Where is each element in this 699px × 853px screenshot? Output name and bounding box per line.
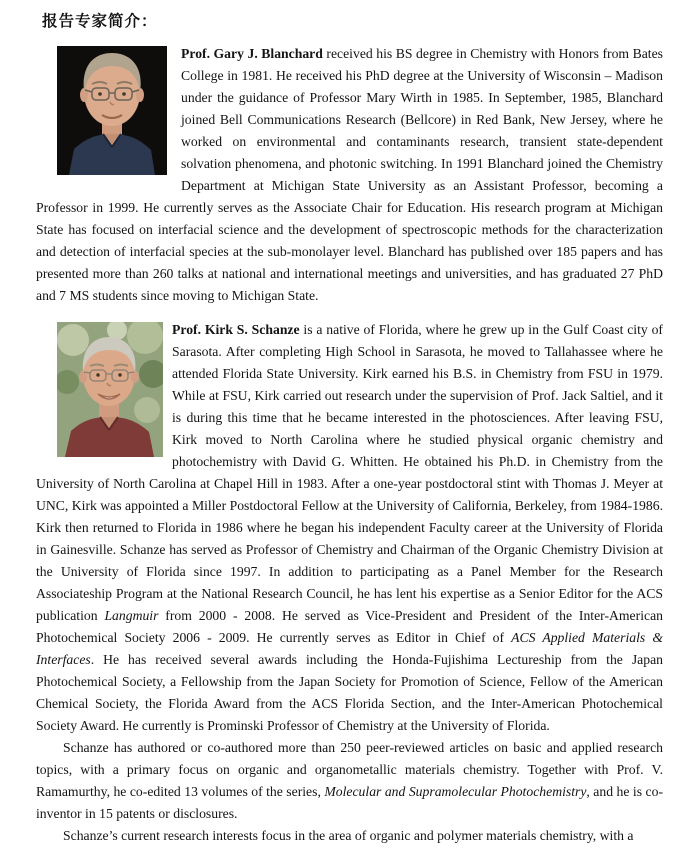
- blanchard-bio-paragraph: [36, 43, 663, 307]
- blanchard-bio-text: Prof. Gary J. Blanchard received his BS degree in Chemistry with Honors from Bates College in 1981. He received his PhD degree at the University of Wisconsin – Madison under the guidance of Professor Mary Wirth in 1985. In September, 1985, Blanchard joined Bell Communications Research (Bellcore) in Red Bank, New Jersey, where he worked on environmental and contaminants research, transient state-dependent solvation phenomena, and photonic switching. In 1991 Blanchard joined the Chemistry Department at Michigan State University as an Assistant Professor, becoming a Professor in 1999. He currently serves as the Associate Chair for Education. His research program at Michigan State has focused on interfacial science and the development of spectroscopic methods for the characterization and detection of interfacial species at the sub-monolayer level. Blanchard has published over 185 papers and has presented more than 260 talks at national and international meetings and universities, and has graduated 27 PhD and 7 MS students since moving to Michigan State.: [36, 46, 663, 303]
- schanze-photo: [57, 322, 163, 457]
- page-title: 报告专家简介：: [42, 13, 158, 30]
- bio-section-schanze: [0, 319, 699, 737]
- blanchard-photo: [57, 46, 167, 175]
- schanze-publications-paragraph: Schanze has authored or co-authored more than 250 peer-reviewed articles on basic and applied research topics, with a primary focus on organic and organometallic materials chemistry. Together with Prof. V. Ramamurthy, he co-edited 13 volumes of the series, Molecular and Supramolecular Photochemistry, and he is co-inventor in 15 patents or disclosures.: [36, 740, 663, 821]
- bio-section-blanchard: [0, 43, 699, 307]
- schanze-research-paragraph: Schanze’s current research interests focus in the area of organic and polymer materials chemistry, with a: [63, 828, 634, 843]
- schanze-bio-paragraph: [36, 319, 663, 737]
- schanze-bio-text: Prof. Kirk S. Schanze is a native of Florida, where he grew up in the Gulf Coast city of Sarasota. After completing High School in Sarasota, he moved to Tallahassee where he attended Florida State University. Kirk earned his B.S. in Chemistry from FSU in 1979. While at FSU, Kirk carried out research under the supervision of Prof. Jack Saltiel, and it is during this time that he became interested in the photosciences. After leaving FSU, Kirk moved to North Carolina where he studied physical organic chemistry and photochemistry with David G. Whitten. He obtained his Ph.D. in Chemistry from the University of North Carolina at Chapel Hill in 1983. After a one-year postdoctoral stint with Thomas J. Meyer at UNC, Kirk was appointed a Miller Postdoctoral Fellow at the University of California, Berkeley, from 1984-1986. Kirk then returned to Florida in 1986 where he began his independent Faculty career at the University of Florida in Gainesville. Schanze has served as Professor of Chemistry and Chairman of the Organic Chemistry Division at the University of Florida since 1997. In addition to participating as a Panel Member for the Research Associateship Program at the National Research Council, he has lent his expertise as a Senior Editor for the ACS publication Langmuir from 2000 - 2008. He served as Vice-President and President of the Inter-American Photochemical Society 2006 - 2009. He currently serves as Editor in Chief of ACS Applied Materials & Interfaces. He has received several awards including the Honda-Fujishima Lectureship from the Japan Photochemical Society, a Fellowship from the Japan Society for Promotion of Science, Fellow of the American Chemical Society, the Florida Award from the ACS Florida Section, and the Inter-American Photochemical Society Award. He currently is Prominski Professor of Chemistry at the University of Florida.: [36, 322, 663, 733]
